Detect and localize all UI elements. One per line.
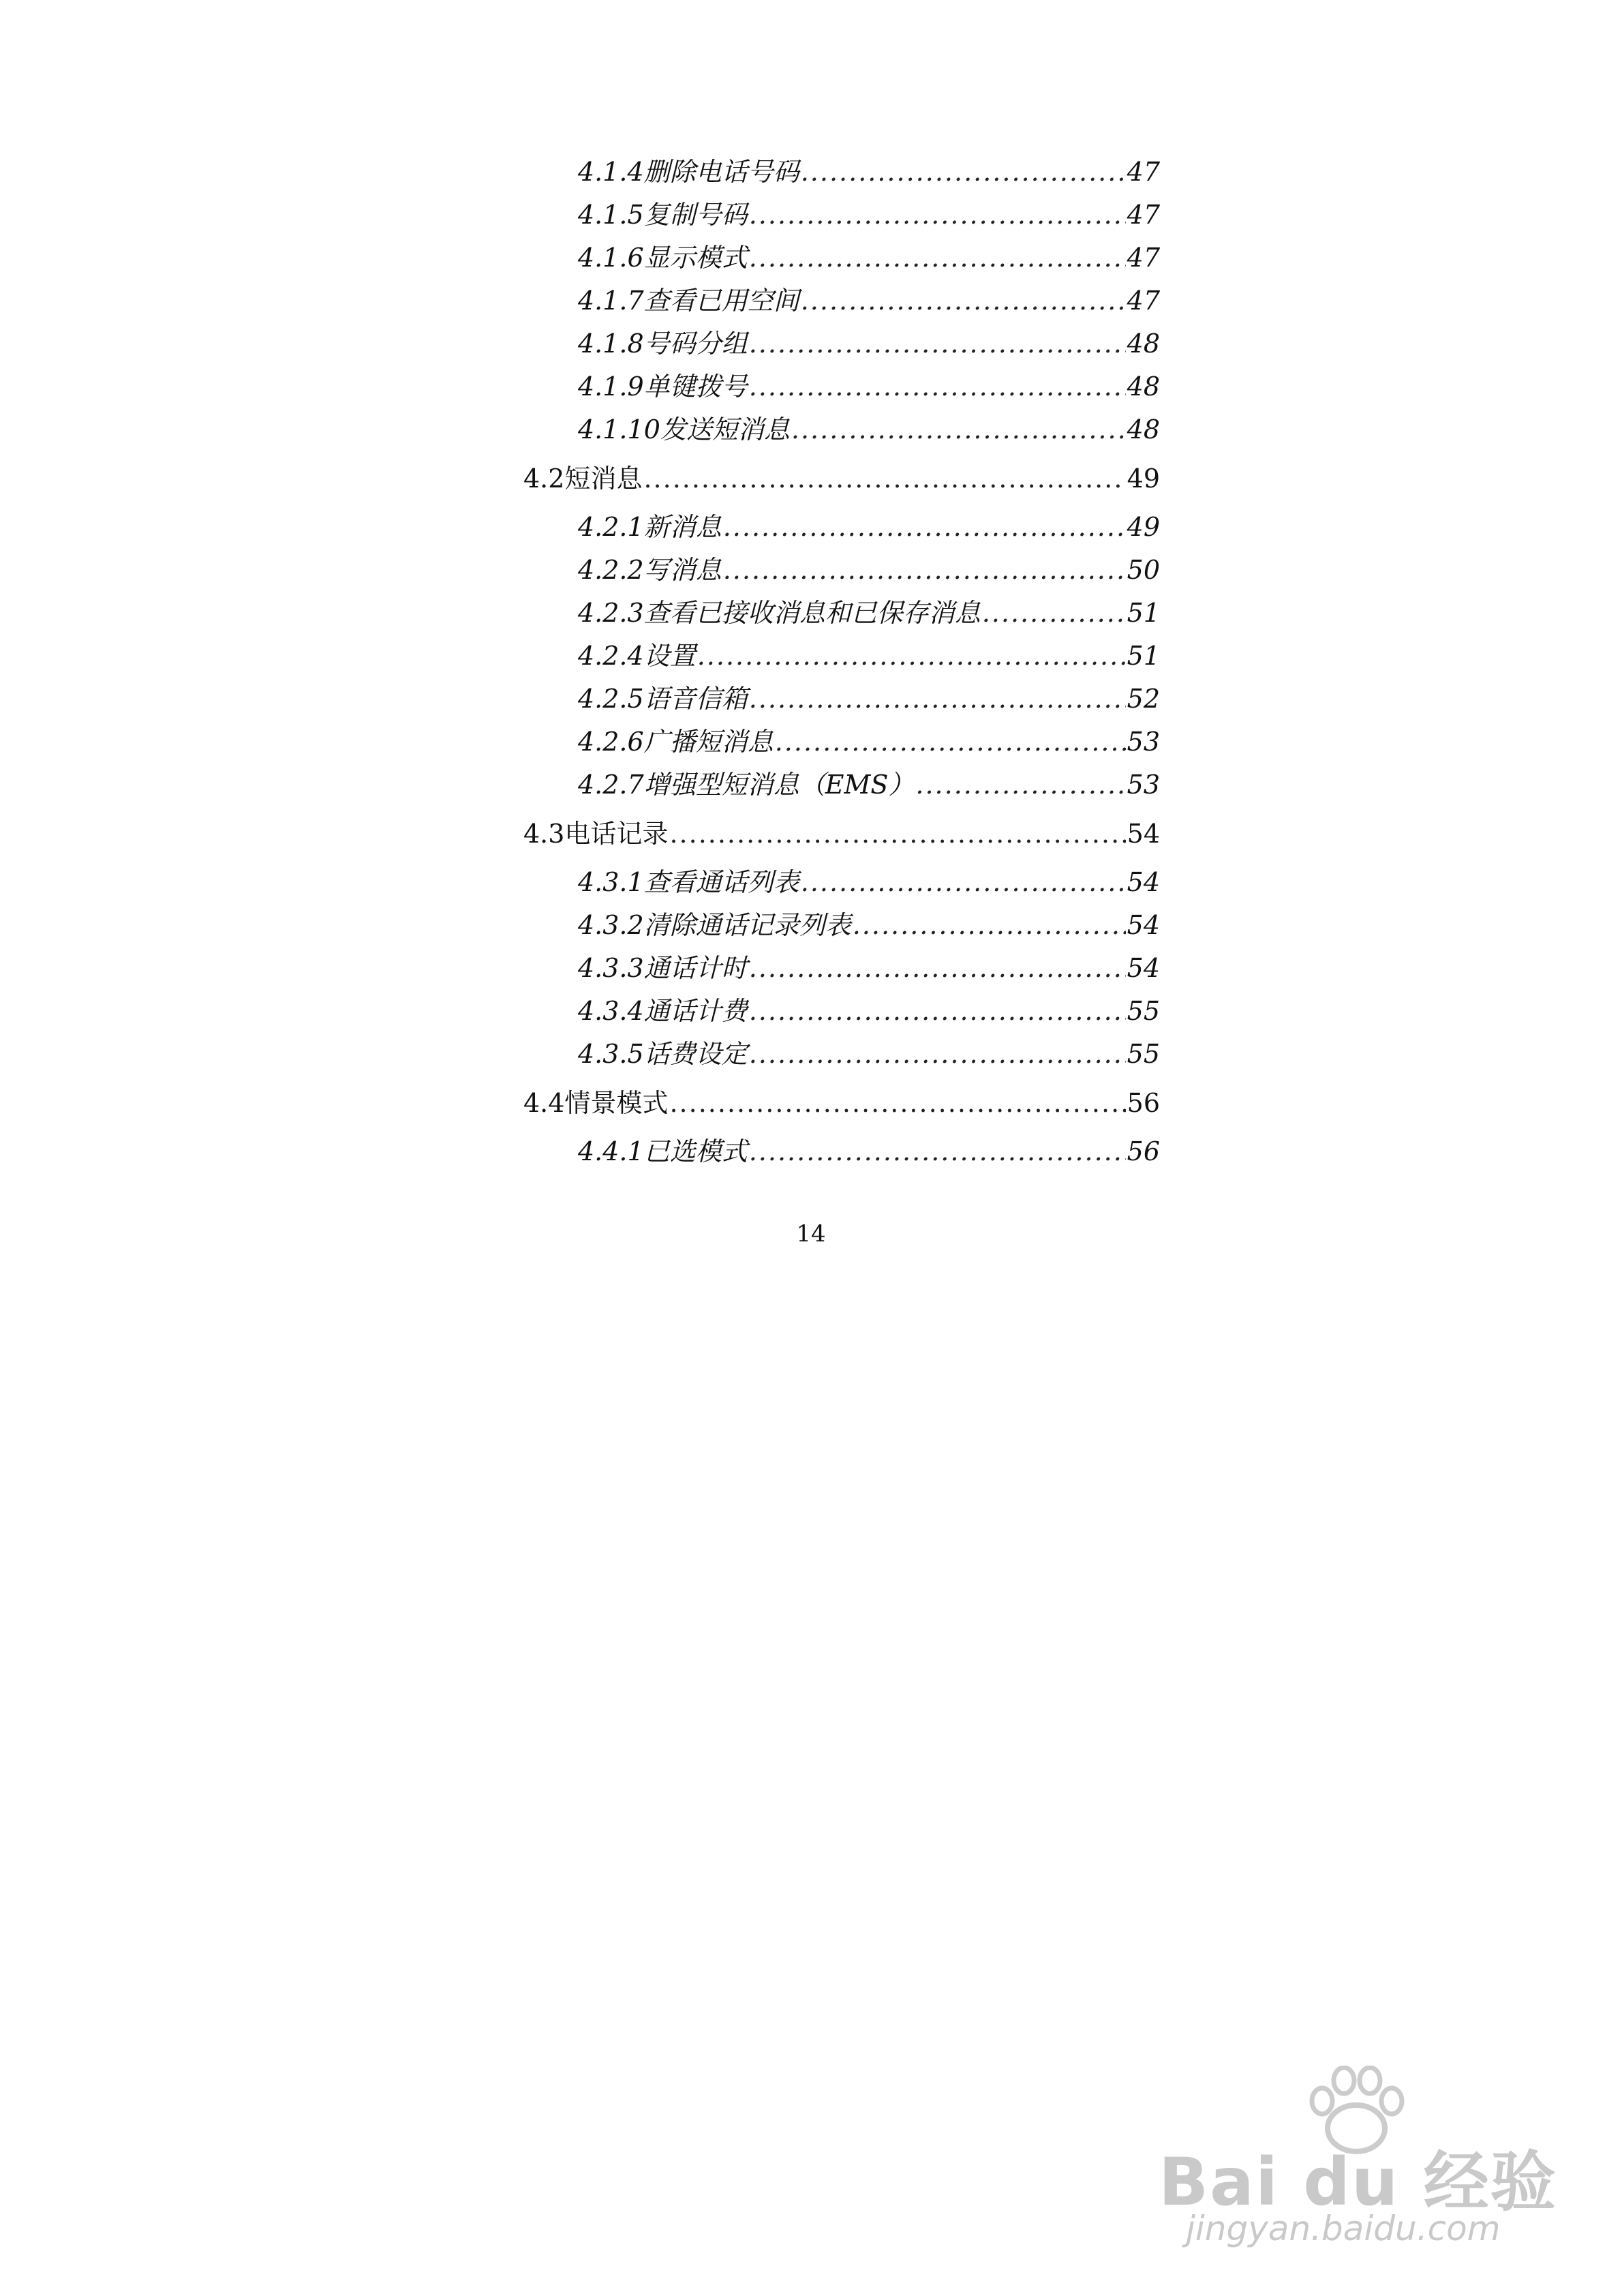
toc-entry-4-1-9[interactable] bbox=[578, 370, 1160, 403]
toc-number: 4.1.9 bbox=[578, 372, 644, 402]
toc-page: 49 bbox=[1127, 512, 1160, 542]
toc-title: 广播短消息 bbox=[643, 727, 774, 757]
toc-title: 删除电话号码 bbox=[643, 157, 799, 187]
toc-entry-4-1-5[interactable] bbox=[578, 198, 1160, 231]
toc-page: 54 bbox=[1127, 910, 1160, 940]
toc-entry-4-2-6[interactable] bbox=[578, 725, 1160, 758]
toc-number: 4.3.3 bbox=[578, 953, 644, 983]
toc-title: 查看已接收消息和已保存消息 bbox=[643, 598, 981, 628]
toc-title: 已选模式 bbox=[643, 1136, 748, 1166]
dot-leader bbox=[697, 639, 1126, 672]
toc-entry-4-3-5[interactable] bbox=[578, 1038, 1160, 1070]
toc-entry-4-2-1[interactable] bbox=[578, 511, 1160, 543]
toc-number: 4.2.1 bbox=[578, 512, 644, 542]
toc-entry-4-2-7[interactable] bbox=[578, 768, 1160, 801]
dot-leader bbox=[669, 1087, 1125, 1119]
dot-leader bbox=[723, 554, 1126, 586]
toc-title: 增强型短消息（EMS） bbox=[643, 770, 915, 800]
dot-leader bbox=[749, 241, 1126, 274]
toc-number: 4.2.7 bbox=[578, 770, 644, 800]
toc-entry-4-1-7[interactable] bbox=[578, 284, 1160, 317]
toc-entry-4-4-1[interactable] bbox=[578, 1135, 1160, 1168]
toc-number: 4.3.5 bbox=[578, 1039, 644, 1069]
toc-page: 47 bbox=[1127, 200, 1160, 230]
page-number: 14 bbox=[796, 1220, 826, 1248]
toc-number: 4.1.8 bbox=[578, 329, 644, 359]
toc-entry-4-2-5[interactable] bbox=[578, 682, 1160, 715]
toc-number: 4.3.4 bbox=[578, 996, 644, 1026]
toc-page: 47 bbox=[1127, 157, 1160, 187]
toc-number: 4.2.6 bbox=[578, 727, 644, 757]
toc-number: 4.1.10 bbox=[578, 414, 660, 444]
toc-title: 显示模式 bbox=[643, 243, 748, 273]
toc-page: 56 bbox=[1127, 1136, 1160, 1166]
dot-leader bbox=[749, 1038, 1126, 1070]
toc-title: 单键拨号 bbox=[643, 372, 748, 402]
toc-page: 48 bbox=[1127, 329, 1160, 359]
dot-leader bbox=[723, 511, 1126, 543]
toc-title: 查看通话列表 bbox=[643, 867, 799, 897]
toc-number: 4.2 bbox=[523, 464, 565, 494]
toc-page: 53 bbox=[1127, 727, 1160, 757]
toc-number: 4.3 bbox=[523, 819, 565, 849]
toc-title: 通话计费 bbox=[643, 996, 748, 1026]
toc-entry-4-1-4[interactable] bbox=[578, 155, 1160, 188]
toc-number: 4.4 bbox=[523, 1088, 565, 1118]
toc-entry-4-2-2[interactable] bbox=[578, 554, 1160, 586]
dot-leader bbox=[749, 327, 1126, 360]
toc-page: 48 bbox=[1127, 372, 1160, 402]
toc-title: 设置 bbox=[643, 641, 696, 671]
toc-number: 4.2.4 bbox=[578, 641, 644, 671]
toc-page: 54 bbox=[1127, 953, 1160, 983]
toc-page: 56 bbox=[1127, 1088, 1160, 1118]
toc-entry-4-3[interactable] bbox=[523, 817, 1160, 850]
toc-entry-4-2-3[interactable] bbox=[578, 596, 1160, 629]
toc-title: 发送短消息 bbox=[660, 414, 790, 444]
toc-entry-4-1-10[interactable] bbox=[578, 413, 1160, 446]
dot-leader bbox=[801, 866, 1126, 898]
dot-leader bbox=[982, 596, 1126, 629]
toc-number: 4.1.4 bbox=[578, 157, 644, 187]
toc-page: 52 bbox=[1127, 684, 1160, 714]
toc-entry-4-2-4[interactable] bbox=[578, 639, 1160, 672]
dot-leader bbox=[915, 768, 1125, 801]
toc-entry-4-2[interactable] bbox=[523, 462, 1160, 495]
toc-title: 复制号码 bbox=[643, 200, 748, 230]
toc-entry-4-3-1[interactable] bbox=[578, 866, 1160, 898]
dot-leader bbox=[669, 817, 1125, 850]
toc-title: 号码分组 bbox=[643, 329, 748, 359]
toc-number: 4.2.5 bbox=[578, 684, 644, 714]
toc-number: 4.1.5 bbox=[578, 200, 644, 230]
toc-number: 4.1.7 bbox=[578, 286, 644, 316]
toc-page: 47 bbox=[1127, 286, 1160, 316]
dot-leader bbox=[791, 413, 1126, 446]
dot-leader bbox=[853, 909, 1126, 941]
toc-title: 电话记录 bbox=[564, 819, 669, 849]
toc-page: 51 bbox=[1127, 598, 1160, 628]
toc-title: 情景模式 bbox=[564, 1088, 669, 1118]
toc-entry-4-1-6[interactable] bbox=[578, 241, 1160, 274]
dot-leader bbox=[801, 155, 1126, 188]
toc-number: 4.1.6 bbox=[578, 243, 644, 273]
watermark-url: jingyan.baidu.com bbox=[1186, 2209, 1501, 2248]
dot-leader bbox=[775, 725, 1126, 758]
toc-number: 4.2.2 bbox=[578, 555, 644, 585]
dot-leader bbox=[749, 198, 1126, 231]
toc-page: 49 bbox=[1127, 464, 1160, 494]
toc-title: 查看已用空间 bbox=[643, 286, 799, 316]
toc-number: 4.2.3 bbox=[578, 598, 644, 628]
toc-title: 清除通话记录列表 bbox=[643, 910, 851, 940]
dot-leader bbox=[749, 370, 1126, 403]
toc-number: 4.3.2 bbox=[578, 910, 644, 940]
dot-leader bbox=[749, 1135, 1126, 1168]
toc-title: 通话计时 bbox=[643, 953, 748, 983]
dot-leader bbox=[801, 284, 1126, 317]
dot-leader bbox=[643, 462, 1125, 495]
dot-leader bbox=[749, 682, 1126, 715]
toc-title: 写消息 bbox=[643, 555, 722, 585]
dot-leader bbox=[749, 952, 1126, 984]
toc-entry-4-3-4[interactable] bbox=[578, 995, 1160, 1027]
toc-entry-4-3-3[interactable] bbox=[578, 952, 1160, 984]
toc-page: 47 bbox=[1127, 243, 1160, 273]
toc-page: 51 bbox=[1127, 641, 1160, 671]
toc-entry-4-3-2[interactable] bbox=[578, 909, 1160, 941]
toc-number: 4.3.1 bbox=[578, 867, 644, 897]
toc-page: 55 bbox=[1127, 996, 1160, 1026]
toc-page: 54 bbox=[1127, 867, 1160, 897]
toc-number: 4.4.1 bbox=[578, 1136, 644, 1166]
watermark-logo-text: Bai du 经验 bbox=[1159, 2144, 1557, 2220]
toc-page: 54 bbox=[1127, 819, 1160, 849]
toc-page: 53 bbox=[1127, 770, 1160, 800]
toc-entry-4-1-8[interactable] bbox=[578, 327, 1160, 360]
dot-leader bbox=[749, 995, 1126, 1027]
toc-title: 短消息 bbox=[564, 464, 643, 494]
toc-page: 55 bbox=[1127, 1039, 1160, 1069]
toc-title: 话费设定 bbox=[643, 1039, 748, 1069]
toc-title: 语音信箱 bbox=[643, 684, 748, 714]
toc-page: 48 bbox=[1127, 414, 1160, 444]
toc-page: 50 bbox=[1127, 555, 1160, 585]
toc-title: 新消息 bbox=[643, 512, 722, 542]
baidu-jingyan-watermark bbox=[1159, 2066, 1567, 2256]
toc-entry-4-4[interactable] bbox=[523, 1087, 1160, 1119]
